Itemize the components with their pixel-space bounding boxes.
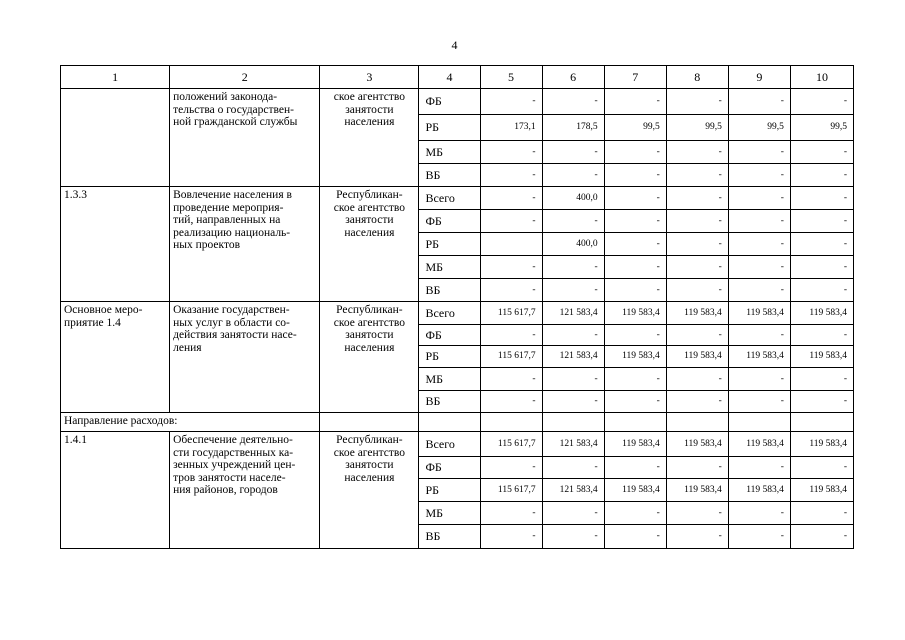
amount-cell: - <box>790 187 853 210</box>
amount-cell: 119 583,4 <box>666 302 728 325</box>
funding-source: МБ <box>419 502 480 525</box>
funding-source: РБ <box>419 233 480 256</box>
amount-cell: - <box>790 89 853 115</box>
empty-cell <box>542 413 604 432</box>
amount-cell: - <box>666 210 728 233</box>
table-row <box>61 432 854 457</box>
funding-source: ФБ <box>419 457 480 479</box>
amount-cell: - <box>728 141 790 164</box>
amount-cell: - <box>604 141 666 164</box>
amount-cell: 99,5 <box>604 115 666 141</box>
amount-cell: - <box>480 279 542 302</box>
amount-cell: - <box>542 391 604 413</box>
amount-cell: - <box>728 279 790 302</box>
amount-cell: - <box>542 164 604 187</box>
amount-cell: - <box>666 391 728 413</box>
amount-cell: - <box>790 391 853 413</box>
activity-name: Обеспечение деятельно- сти государственных ка- зенных учреждений цен- тров занятости населе- ния районов, городов <box>170 432 320 549</box>
amount-cell: 115 617,7 <box>480 346 542 368</box>
amount-cell: - <box>542 279 604 302</box>
amount-cell: - <box>604 391 666 413</box>
amount-cell: - <box>542 368 604 391</box>
amount-cell: - <box>790 233 853 256</box>
amount-cell: - <box>666 502 728 525</box>
amount-cell: - <box>728 187 790 210</box>
table-row <box>61 187 854 210</box>
funding-source: МБ <box>419 368 480 391</box>
activity-code: 1.3.3 <box>61 187 170 302</box>
amount-cell: 119 583,4 <box>604 346 666 368</box>
amount-cell: 119 583,4 <box>728 346 790 368</box>
amount-cell: 119 583,4 <box>728 302 790 325</box>
amount-cell: 119 583,4 <box>728 432 790 457</box>
empty-cell <box>480 413 542 432</box>
amount-cell: 119 583,4 <box>728 479 790 502</box>
header-cell: 3 <box>320 66 419 89</box>
header-cell: 1 <box>61 66 170 89</box>
funding-source: ВБ <box>419 279 480 302</box>
header-cell: 7 <box>604 66 666 89</box>
amount-cell: - <box>480 141 542 164</box>
amount-cell: 178,5 <box>542 115 604 141</box>
amount-cell: - <box>728 233 790 256</box>
funding-source: Всего <box>419 432 480 457</box>
amount-cell: 99,5 <box>728 115 790 141</box>
amount-cell: - <box>728 325 790 346</box>
amount-cell: - <box>542 325 604 346</box>
funding-source: ВБ <box>419 525 480 549</box>
amount-cell: - <box>790 368 853 391</box>
amount-cell: - <box>480 368 542 391</box>
amount-cell: - <box>604 164 666 187</box>
section-row <box>61 413 854 432</box>
amount-cell: - <box>666 187 728 210</box>
amount-cell: 119 583,4 <box>604 302 666 325</box>
amount-cell: - <box>480 391 542 413</box>
activity-code: 1.4.1 <box>61 432 170 549</box>
amount-cell: - <box>728 525 790 549</box>
amount-cell: 119 583,4 <box>790 432 853 457</box>
executor: ское агентство занятости населения <box>320 89 419 187</box>
section-label: Направление расходов: <box>61 413 320 432</box>
amount-cell: 121 583,4 <box>542 479 604 502</box>
amount-cell: - <box>666 233 728 256</box>
amount-cell: 99,5 <box>790 115 853 141</box>
empty-cell <box>320 413 419 432</box>
amount-cell: - <box>542 89 604 115</box>
amount-cell: - <box>728 391 790 413</box>
amount-cell: - <box>542 502 604 525</box>
header-cell: 2 <box>170 66 320 89</box>
funding-source: ФБ <box>419 89 480 115</box>
amount-cell: 115 617,7 <box>480 302 542 325</box>
header-cell: 6 <box>542 66 604 89</box>
header-cell: 10 <box>790 66 853 89</box>
amount-cell: - <box>666 279 728 302</box>
amount-cell: - <box>790 502 853 525</box>
amount-cell: - <box>790 256 853 279</box>
amount-cell: 119 583,4 <box>790 302 853 325</box>
amount-cell: - <box>666 525 728 549</box>
header-cell: 8 <box>666 66 728 89</box>
activity-code <box>61 89 170 187</box>
amount-cell: - <box>604 368 666 391</box>
amount-cell: - <box>542 210 604 233</box>
amount-cell: - <box>604 502 666 525</box>
amount-cell: 115 617,7 <box>480 479 542 502</box>
empty-cell <box>728 413 790 432</box>
amount-cell: 400,0 <box>542 187 604 210</box>
amount-cell: - <box>790 210 853 233</box>
funding-source: РБ <box>419 115 480 141</box>
amount-cell: - <box>604 525 666 549</box>
amount-cell: - <box>790 141 853 164</box>
amount-cell: - <box>480 89 542 115</box>
amount-cell: - <box>728 502 790 525</box>
amount-cell: 400,0 <box>542 233 604 256</box>
amount-cell: - <box>666 457 728 479</box>
amount-cell: - <box>604 279 666 302</box>
activity-name: Вовлечение населения в проведение мероприя- тий, направленных на реализацию националь- ных проектов <box>170 187 320 302</box>
amount-cell: 119 583,4 <box>604 479 666 502</box>
activity-name: Оказание государствен- ных услуг в области со- действия занятости насе- ления <box>170 302 320 413</box>
amount-cell: 173,1 <box>480 115 542 141</box>
header-row <box>61 66 854 89</box>
amount-cell: 121 583,4 <box>542 346 604 368</box>
funding-source: ФБ <box>419 325 480 346</box>
amount-cell: - <box>790 457 853 479</box>
executor: Республикан- ское агентство занятости населения <box>320 187 419 302</box>
amount-cell: - <box>480 525 542 549</box>
funding-source: МБ <box>419 256 480 279</box>
amount-cell: - <box>790 525 853 549</box>
amount-cell: - <box>604 325 666 346</box>
amount-cell: - <box>728 210 790 233</box>
amount-cell: 119 583,4 <box>604 432 666 457</box>
amount-cell: 119 583,4 <box>666 479 728 502</box>
activity-name: положений законода- тельства о государствен- ной гражданской службы <box>170 89 320 187</box>
amount-cell: - <box>480 502 542 525</box>
amount-cell: - <box>480 256 542 279</box>
funding-source: МБ <box>419 141 480 164</box>
amount-cell: - <box>542 457 604 479</box>
amount-cell: - <box>666 325 728 346</box>
funding-source: РБ <box>419 346 480 368</box>
amount-cell: - <box>604 256 666 279</box>
table-row <box>61 302 854 325</box>
amount-cell <box>480 233 542 256</box>
header-cell: 4 <box>419 66 480 89</box>
amount-cell: 121 583,4 <box>542 432 604 457</box>
amount-cell: - <box>480 325 542 346</box>
empty-cell <box>666 413 728 432</box>
funding-source: ВБ <box>419 391 480 413</box>
empty-cell <box>790 413 853 432</box>
amount-cell: - <box>728 89 790 115</box>
amount-cell: 99,5 <box>666 115 728 141</box>
funding-source: Всего <box>419 302 480 325</box>
amount-cell: 121 583,4 <box>542 302 604 325</box>
empty-cell <box>604 413 666 432</box>
amount-cell: - <box>728 457 790 479</box>
activity-code: Основное меро- приятие 1.4 <box>61 302 170 413</box>
amount-cell: - <box>542 525 604 549</box>
executor: Республикан- ское агентство занятости населения <box>320 432 419 549</box>
amount-cell: - <box>480 187 542 210</box>
amount-cell: 119 583,4 <box>790 479 853 502</box>
funding-source: ВБ <box>419 164 480 187</box>
amount-cell: - <box>480 457 542 479</box>
amount-cell: - <box>790 325 853 346</box>
amount-cell: - <box>666 89 728 115</box>
amount-cell: - <box>480 164 542 187</box>
amount-cell: 119 583,4 <box>666 346 728 368</box>
amount-cell: - <box>666 368 728 391</box>
amount-cell: 119 583,4 <box>790 346 853 368</box>
amount-cell: - <box>604 210 666 233</box>
amount-cell: - <box>666 141 728 164</box>
funding-source: ФБ <box>419 210 480 233</box>
header-cell: 5 <box>480 66 542 89</box>
amount-cell: - <box>666 164 728 187</box>
amount-cell: - <box>542 141 604 164</box>
amount-cell: - <box>728 164 790 187</box>
funding-source: Всего <box>419 187 480 210</box>
amount-cell: - <box>604 187 666 210</box>
amount-cell: 119 583,4 <box>666 432 728 457</box>
executor: Республикан- ское агентство занятости населения <box>320 302 419 413</box>
amount-cell: - <box>728 368 790 391</box>
amount-cell: - <box>542 256 604 279</box>
table-row <box>61 89 854 115</box>
amount-cell: - <box>604 89 666 115</box>
header-cell: 9 <box>728 66 790 89</box>
page-number: 4 <box>451 38 458 52</box>
amount-cell: - <box>728 256 790 279</box>
funding-table <box>60 65 854 549</box>
amount-cell: - <box>604 457 666 479</box>
amount-cell: - <box>480 210 542 233</box>
amount-cell: - <box>790 279 853 302</box>
amount-cell: 115 617,7 <box>480 432 542 457</box>
funding-source: РБ <box>419 479 480 502</box>
amount-cell: - <box>790 164 853 187</box>
empty-cell <box>419 413 480 432</box>
amount-cell: - <box>666 256 728 279</box>
amount-cell: - <box>604 233 666 256</box>
